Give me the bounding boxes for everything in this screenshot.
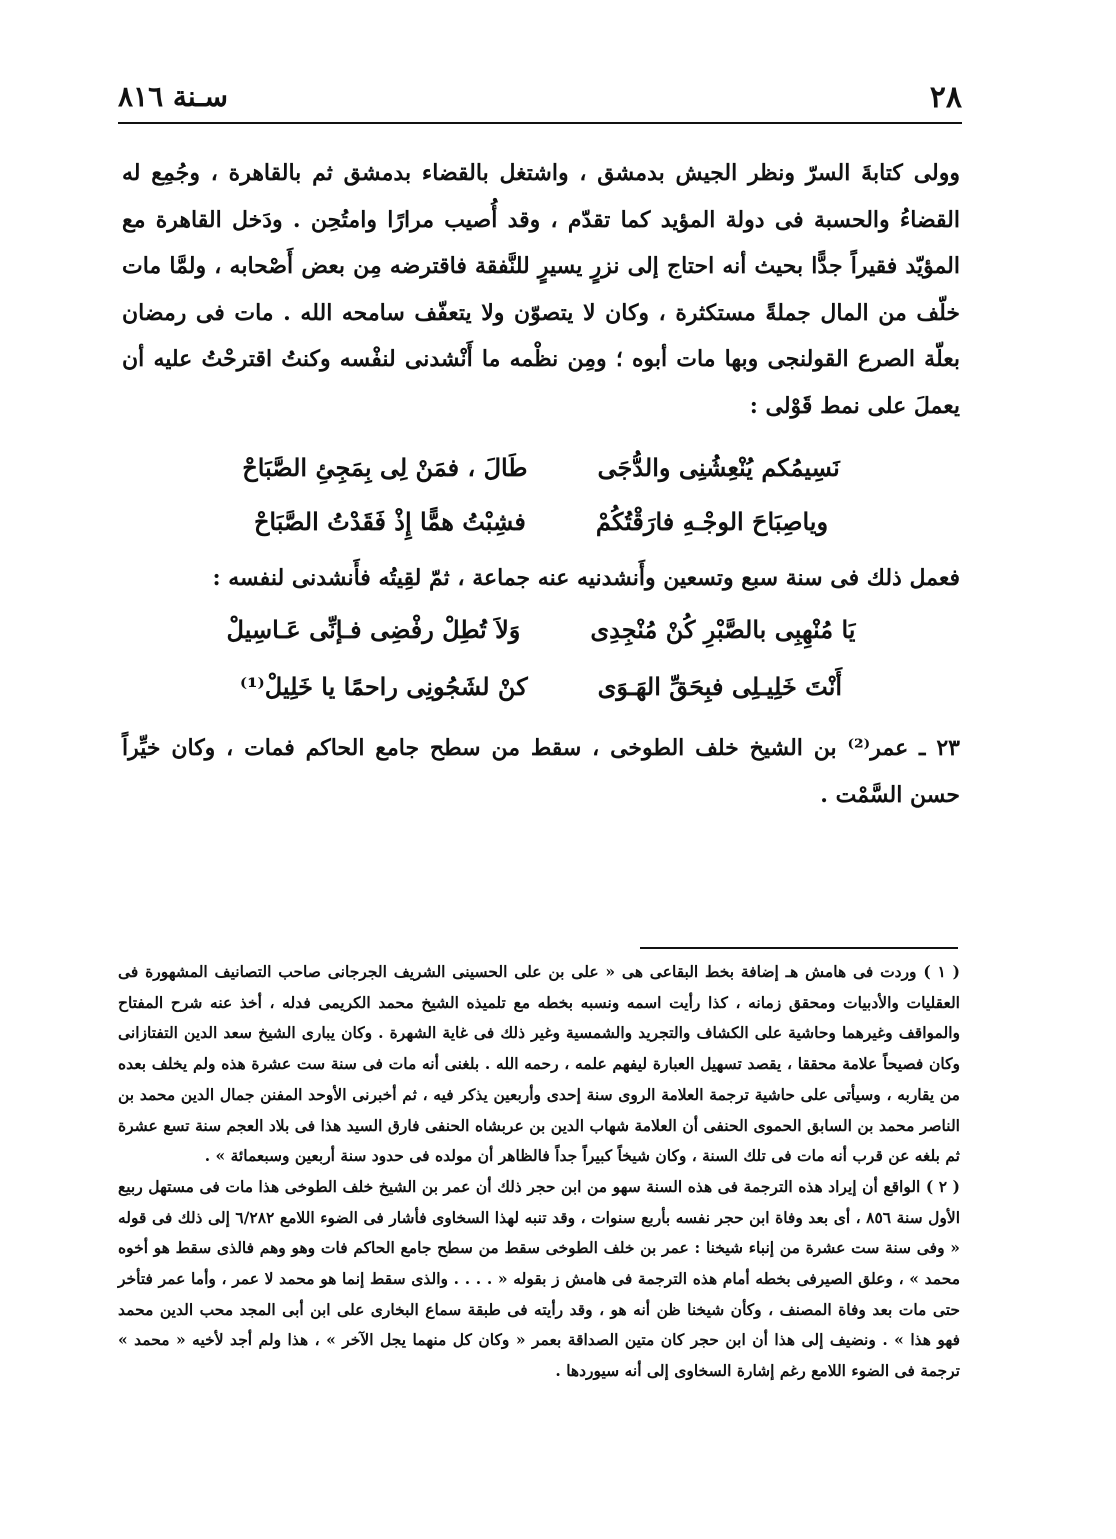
- poem-verse: [122, 441, 960, 495]
- verse-first-hemistich: نَسِيمُكم يُنْعِشُنِى والدُّجَى: [597, 453, 840, 482]
- verse-second-hemistich: فشِبْتُ همًّا إِذْ فَقَدْتُ الصَّبَاحْ: [253, 507, 526, 536]
- biography-paragraph: وولى كتابةَ السرّ ونظر الجيش بدمشق ، واشتغل بالقضاء بدمشق ثم بالقاهرة ، وجُمِع له القضاءُ والحسبة فى دولة المؤيد كما تقدّم ، وقد أُصيب مرارًا وامتُحِن . ودَخل القاهرة مع المؤيّد فقيراً جدًّا بحيث أنه احتاج إلى نزرٍ يسيرٍ للنَّفقة فاقترضه مِن بعض أَصْحابه ، ولمَّا مات خلّف من المال جملةً مستكثرة ، وكان لا يتصوّن ولا يتعفّف سامحه الله . مات فى رمضان بعلّة الصرع القولنجى وبها مات أبوه ؛ ومِن نظْمه ما أَنْشدنى لنفْسه وكنتُ اقترحْتُ عليه أن يعملَ على نمط قَوْلى :: [122, 160, 960, 419]
- verse-second-hemistich: كنْ لشَجُونِى راحمًا يا خَلِيلْ⁽¹⁾: [239, 672, 528, 701]
- footnotes: [118, 957, 960, 1387]
- biography-entry-23: ٢٣ ـ عمر⁽²⁾ بن الشيخ خلف الطوخى ، سقط من سطح جامع الحاكم فمات ، وكان خيِّراً حسن السَّمْت .: [122, 735, 960, 808]
- footnote-2: ( ٢ ) الواقع أن إيراد هذه الترجمة فى هذه السنة سهو من ابن حجر ذلك أن عمر بن الشيخ خلف الطوخى هذا مات فى مستهل ربيع الأول سنة ٨٥٦ ، أى بعد وفاة ابن حجر نفسه بأربع سنوات ، وقد تنبه لهذا السخاوى فأشار فى الضوء اللامع ٦/٢٨٢ إلى ذلك فى قوله « وفى سنة ست عشرة من إنباء شيخنا : عمر بن خلف الطوخى سقط من سطح جامع الحاكم فات وهو وهم فالذى سقط هو أخوه محمد » ، وعلق الصيرفى بخطه أمام هذه الترجمة فى هامش ز بقوله « . . . . والذى سقط إنما هو محمد لا عمر ، وأما عمر فتأخر حتى مات بعد وفاة المصنف ، وكأن شيخنا ظن أنه هو ، وقد رأيته فى طبقة سماع البخارى على ابن أبى المجد محب الدين محمد فهو هذا » . ونضيف إلى هذا أن ابن حجر كان متين الصداقة بعمر « وكان كل منهما يجل الآخر » ، هذا ولم أجد لأخيه « محمد » ترجمة فى الضوء اللامع رغم إشارة السخاوى إلى أنه سيوردها .: [118, 1176, 960, 1381]
- poem-verse: [122, 603, 960, 657]
- running-title-year: سـنة ٨١٦: [118, 80, 228, 113]
- verse-first-hemistich: وياصِبَاحَ الوجْـهِ فارَقْتُكُمْ: [595, 507, 829, 536]
- verse-first-hemistich: أَنْتَ خَلِيـلِى فبِحَقِّ الهَـوَى: [597, 672, 843, 701]
- footnote-1: ( ١ ) وردت فى هامش هـ إضافة بخط البقاعى هى « على بن على الحسينى الشريف الجرجانى صاحب التصانيف المشهورة فى العقليات والأدبيات ومحقق زمانه ، كذا رأيت اسمه ونسبه بخطه مع تلميذه الشيخ محمد الكريمى فدله ، أخذ عنه شرح المفتاح والمواقف وغيرهما وحاشية على الكشاف والتجريد والشمسية وغير ذلك فى غاية الشهرة . وكان يبارى الشيخ سعد الدين التفتازانى وكان فصيحاً علامة محققا ، يقصد تسهيل العبارة ليفهم علمه ، رحمه الله . بلغنى أنه مات فى سنة ست عشرة هذه ولم يخلف بعده من يقاربه ، وسيأتى على حاشية ترجمة العلامة الروى سنة إحدى وأربعين يذكر فيه ، ثم أخبرنى الأوحد المفنن جمال الدين محمد بن الناصر محمد بن السابق الحموى الحنفى أن العلامة شهاب الدين بن عربشاه الحنفى فارق السيد هذا فى بلاد العجم سنة تسع عشرة ثم بلغه عن قرب أنه مات فى تلك السنة ، وكان شيخاً كبيراً جداً فالظاهر أن مولده فى حدود سنة أربعين وسبعمائة » .: [118, 962, 960, 1166]
- verse-second-hemistich: طَالَ ، فمَنْ لِى بِمَجِئِ الصَّبَاحْ: [242, 453, 528, 482]
- poem-verse: [122, 657, 960, 717]
- poem-intro-paragraph: فعمل ذلك فى سنة سبع وتسعين وأَنشدنيه عنه جماعة ، ثمّ لقِيتُه فأَنشدنى لنفسه :: [212, 565, 960, 591]
- footnote-divider: [640, 947, 958, 949]
- poem-verse: [122, 495, 960, 549]
- page-header: [118, 80, 962, 124]
- verse-second-hemistich: وَلاَ تُطِلْ رفْضِى فـإنِّى عَـاسِيلْ: [226, 615, 521, 644]
- main-text: [122, 150, 960, 818]
- page-number: ٢٨: [929, 80, 962, 115]
- verse-first-hemistich: يَا مُنْهِبِى بالصَّبْرِ كُنْ مُنْجِدِى: [590, 615, 856, 644]
